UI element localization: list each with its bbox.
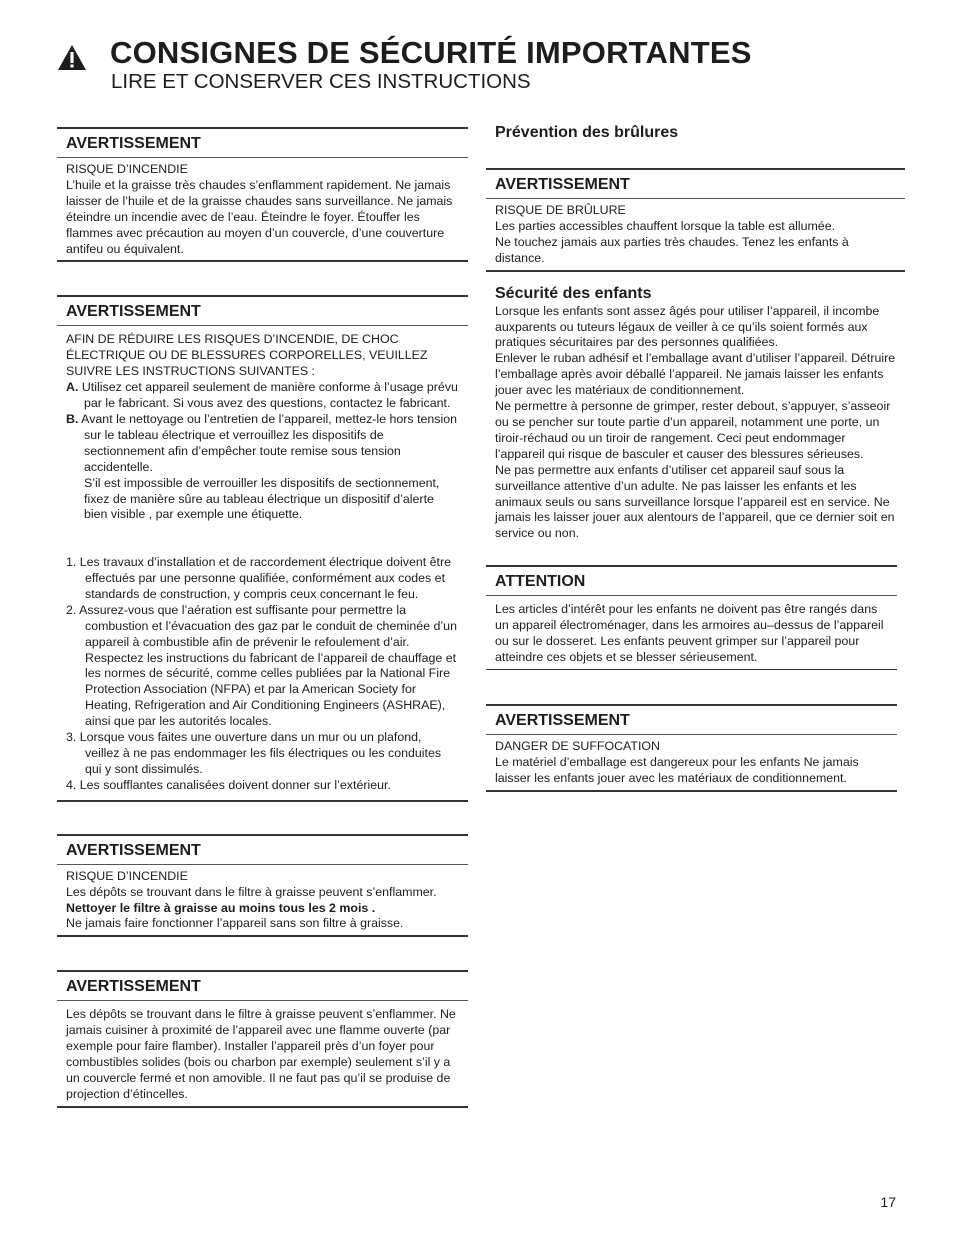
warning-triangle-icon: [57, 44, 87, 71]
attention-line: Les articles d’intérêt pour les enfants ne doivent pas être rangés dans un appareil électroménager, dans les armoires au–dessus de l’appareil ou sur le dosseret. Les enfants peuvent grimper sur l’appareil pour atteindre ces objets et se blesser sérieusement.: [495, 602, 884, 664]
warning-body: [57, 326, 468, 799]
instruction-b-note: S’il est impossible de verrouiller les dispositifs de sectionnement, fixez de manière sûre au tableau électrique un dispositif d’alerte bien visible , par exemple une étiquette.: [84, 475, 440, 522]
right-column: [486, 123, 905, 825]
warning-line: RISQUE D’INCENDIE: [66, 162, 188, 176]
page-number: 17: [880, 1194, 896, 1210]
section-heading-burns: Prévention des brûlures: [495, 124, 679, 141]
child-safety-text: [486, 304, 905, 543]
warning-box-burn-risk: [486, 168, 905, 272]
numbered-item: 1. Les travaux d’installation et de raccordement électrique doivent être effectués par une personne qualifiée, conformément aux codes et standards de construction, y compris ceux concernant le feu.: [66, 555, 452, 601]
warning-line: DANGER DE SUFFOCATION: [495, 738, 660, 753]
child-safety-paragraph: Lorsque les enfants sont assez âgés pour utiliser l’appareil, il incombe auxparents ou tuteurs légaux de veiller à ce qu’ils soient formés aux pratiques sécuritaires par des personnes qualifiées.: [495, 303, 880, 350]
instruction-a: [66, 380, 459, 412]
warning-heading: AVERTISSEMENT: [57, 836, 468, 865]
left-column: [57, 127, 468, 1141]
child-safety-paragraph: Enlever le ruban adhésif et l’emballage avant d’utiliser l’appareil. Détruire l’emballage après avoir déballé l’appareil. Ne jamais laisser les enfants jouer avec les matériaux de conditionnement.: [495, 351, 896, 398]
warning-box-grease-filter: [57, 834, 468, 938]
warning-body: [486, 199, 905, 270]
warning-heading: AVERTISSEMENT: [486, 706, 897, 735]
section-heading-child-safety: Sécurité des enfants: [495, 284, 652, 302]
warning-line: Le matériel d’emballage est dangereux pour les enfants Ne jamais laisser les enfants jouer avec les matériaux de conditionnement.: [495, 754, 859, 785]
warning-box-instructions: [57, 295, 468, 801]
warning-line: L’huile et la graisse très chaudes s’enflamment rapidement. Ne jamais laisser de l’huile et de la graisse chaudes sans surveillance. Ne jamais éteindre un incendie avec de l’eau. Éteindre le foyer. Étouffer les flammes avec précaution au moyen d’un couvercle, d’une couverture antifeu ou équivalent.: [66, 177, 453, 256]
page-title: CONSIGNES DE SÉCURITÉ IMPORTANTES: [110, 35, 752, 70]
warning-body: [57, 158, 468, 260]
attention-body: [486, 596, 897, 669]
page-subtitle: LIRE ET CONSERVER CES INSTRUCTIONS: [111, 70, 531, 93]
numbered-item: 4. Les soufflantes canalisées doivent donner sur l’extérieur.: [66, 777, 391, 792]
numbered-item: 3. Lorsque vous faites une ouverture dans un mur ou un plafond, veillez à ne pas endommager les fils électriques ou les conduites qui y sont dissimulés.: [66, 730, 442, 776]
child-safety-paragraph: Ne pas permettre aux enfants d’utiliser cet appareil sauf sous la surveillance attentive d’un adulte. Ne pas laisser les enfants et les animaux seuls ou sans surveillance lorsque l’appareil est en service. Ne jamais les laisser jouer aux alentours de l’appareil, que ce dernier soit en service ou non.: [495, 462, 895, 541]
warning-line: Les parties accessibles chauffent lorsque la table est allumée.: [495, 218, 836, 233]
warning-line: Ne touchez jamais aux parties très chaudes. Tenez les enfants à distance.: [495, 234, 849, 265]
instruction-b-text: Avant le nettoyage ou l’entretien de l’appareil, mettez-le hors tension sur le tableau électrique et verrouillez les dispositifs de sectionnement afin d’empêcher toute remise sous tension accidentelle.: [81, 411, 458, 474]
numbered-item: 2. Assurez-vous que l’aération est suffisante pour permettre la combustion et l’évacuation des gaz par le conduit de cheminée d’un appareil à combustible afin de prévenir le refoulement d’air. Respectez les instructions du fabricant de l’appareil de chauffage et les normes de sécurité, comme celles publiées par la National Fire Protection Association (NFPA) et par la American Society for Heating, Refrigeration and Air Conditioning Engineers (ASHRAE), ainsi que par les autorités locales.: [66, 602, 457, 729]
warning-heading: AVERTISSEMENT: [57, 297, 468, 326]
instruction-a-label: A.: [66, 380, 79, 395]
instruction-b-label: B.: [66, 411, 79, 426]
warning-box-suffocation: [486, 704, 897, 792]
attention-box: [486, 565, 897, 670]
warning-body: [486, 735, 897, 790]
warning-body: [57, 865, 468, 936]
instruction-a-text: Utilisez cet appareil seulement de manière conforme à l’usage prévu par le fabricant. Si vous avez des questions, contactez le fabricant.: [81, 380, 458, 411]
instructions-intro: AFIN DE RÉDUIRE LES RISQUES D’INCENDIE, DE CHOC ÉLECTRIQUE OU DE BLESSURES CORPORELLES, VEUILLEZ SUIVRE LES INSTRUCTIONS SUIVANTES :: [66, 332, 428, 379]
attention-heading: ATTENTION: [486, 567, 897, 596]
warning-body: [57, 1001, 468, 1105]
warning-heading: AVERTISSEMENT: [57, 972, 468, 1001]
warning-box-flames: [57, 970, 468, 1107]
warning-line: Les dépôts se trouvant dans le filtre à graisse peuvent s’enflammer.: [66, 884, 437, 899]
warning-heading: AVERTISSEMENT: [486, 170, 905, 199]
child-safety-paragraph: Ne permettre à personne de grimper, rester debout, s’appuyer, s’asseoir ou se pencher sur toute partie d’un appareil, notamment une porte, un tiroir-réchaud ou un tiroir de rangement. Ceci peut endommager l’appareil qui risque de basculer et causer des blessures sérieuses.: [495, 399, 891, 461]
warning-line: RISQUE DE BRÛLURE: [495, 203, 626, 217]
warning-line: Ne jamais faire fonctionner l’appareil sans son filtre à graisse.: [66, 916, 404, 931]
warning-line-bold: Nettoyer le filtre à graisse au moins tous les 2 mois .: [66, 900, 376, 915]
warning-line: RISQUE D’INCENDIE: [66, 868, 188, 883]
warning-heading: AVERTISSEMENT: [57, 129, 468, 158]
warning-box-fire-risk: [57, 127, 468, 262]
instruction-b: [66, 412, 459, 476]
warning-line: Les dépôts se trouvant dans le filtre à graisse peuvent s’enflammer. Ne jamais cuisiner à proximité de l’appareil avec une flamme ouverte (par exemple pour faire flamber). Installer l’appareil près d’un foyer pour combustibles solides (bois ou charbon par exemple) seulement s’il y a un couvercle fermé et non amovible. Il ne faut pas qu’il se produise de projection d’étincelles.: [66, 1007, 456, 1101]
